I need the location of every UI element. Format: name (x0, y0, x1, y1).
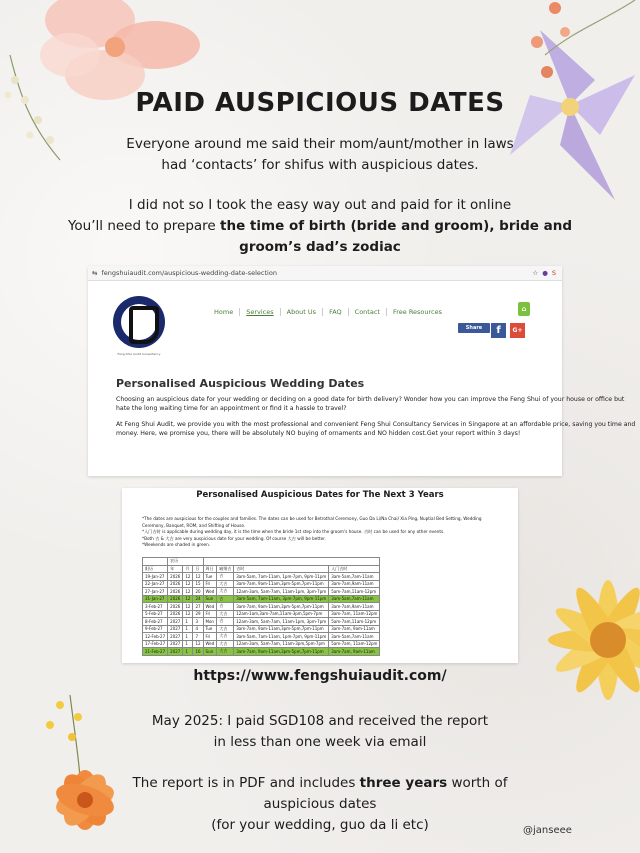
orange-berries-decoration (525, 0, 640, 80)
table-cell: 2027 (168, 640, 183, 648)
table-cell: Sun (203, 648, 217, 656)
table-cell: 2026 (168, 580, 183, 588)
table-cell: 12am-3am, 5am-7am, 11am-3pm,5pm-7pm (234, 640, 329, 648)
table-cell: 3am-5am,7am-11am (329, 595, 380, 603)
table-row (143, 633, 380, 641)
table-cell: 2026 (168, 610, 183, 618)
report-title: Personalised Auspicious Dates for The Next 3 Years (196, 490, 444, 500)
table-cell: 大吉 (217, 580, 234, 588)
pdf-info-line-1-pre: The report is in PDF and includes (132, 775, 360, 791)
table-cell: 3am-7am, 11am-12pm (329, 610, 380, 618)
table-cell: Sun (203, 595, 217, 603)
page-title: PAID AUSPICIOUS DATES (135, 88, 505, 118)
table-cell: 3am-7am, 9am-11am,3pm-5pm,7pm-11pm (234, 625, 329, 633)
table-cell: 21-Feb-27 (143, 648, 168, 656)
report-info (60, 711, 580, 753)
table-cell: 12 (183, 595, 193, 603)
table-cell: 大吉 (217, 610, 234, 618)
method-text (60, 195, 580, 258)
table-row (143, 595, 380, 603)
table-header-cell: 吉时 (234, 565, 329, 573)
nav-free-resources[interactable]: Free Resources (392, 308, 443, 316)
report-line-2: in less than one week via email (213, 734, 427, 750)
table-cell: 31-Jan-27 (143, 595, 168, 603)
website-screenshot (88, 266, 636, 476)
table-row (143, 610, 380, 618)
google-plus-icon[interactable] (510, 323, 525, 338)
auspicious-dates-table (142, 557, 380, 656)
table-header-cell: 月 (183, 565, 193, 573)
table-cell: 5am-7am, 11am-12pm (329, 640, 380, 648)
table-cell: 吉 (217, 595, 234, 603)
nav-about-us[interactable]: About Us (281, 308, 323, 316)
pdf-info-line-3: (for your wedding, guo da li etc) (211, 817, 429, 833)
table-cell: 3am-7am,9am-11am (329, 580, 380, 588)
table-group-header-row (143, 558, 380, 566)
table-cell: Fri (203, 580, 217, 588)
table-cell: 大吉 (217, 633, 234, 641)
pdf-info-line-1-bold: three years (359, 775, 448, 791)
table-row (143, 640, 380, 648)
nav-home[interactable]: Home (208, 308, 240, 316)
google-plus-icon-label: G+ (512, 327, 523, 334)
table-cell: 1 (183, 648, 193, 656)
table-header-cell: 入门吉时 (329, 565, 380, 573)
table-cell: 4 (193, 625, 203, 633)
table-cell: 15 (193, 580, 203, 588)
website-paragraph-2: At Feng Shui Audit, we provide you with the most professional and convenient Feng Shui Consultancy Services in Singapore at an affordable price, saving you time and money. Here, we promise you, there will be absolutely NO buying of ornaments and NO hidden cost.Get your report within 3 days! (116, 421, 636, 437)
table-cell: 24 (193, 595, 203, 603)
report-note: *入门吉时 is applicable during wedding day, it is the time when the bride 1st step into the groom's house. 吉时 can be used for any other events. (142, 529, 445, 534)
table-cell: 19-Jan-27 (143, 573, 168, 581)
table-cell: 2026 (168, 603, 183, 611)
table-header-cell: 年 (168, 565, 183, 573)
table-header-row (143, 565, 380, 573)
table-cell: Fri (203, 610, 217, 618)
table-cell: 16 (193, 648, 203, 656)
table-cell: 12-Feb-27 (143, 633, 168, 641)
table-cell: 12 (183, 580, 193, 588)
table-group-header-empty (203, 558, 380, 566)
facebook-share-button[interactable] (458, 323, 490, 333)
table-cell: 3am-5am, 7am-11am, 1pm-7pm, 9pm-11pm (234, 633, 329, 641)
table-cell: 3am-5am,7am-11am (329, 573, 380, 581)
table-cell: Fri (203, 633, 217, 641)
table-cell: 29 (193, 610, 203, 618)
table-cell: 12 (183, 610, 193, 618)
table-cell: 1 (183, 640, 193, 648)
site-navigation (208, 308, 448, 316)
table-cell: 3am-5am, 7am-11am, 3pm-7pm, 9pm-11pm (234, 595, 329, 603)
table-row (143, 580, 380, 588)
intro-line-1: Everyone around me said their mom/aunt/mother in laws (126, 136, 514, 152)
table-cell: 2027 (168, 648, 183, 656)
table-cell: 12am-3am, 5am-7am, 11am-1pm, 3pm-7pm (234, 618, 329, 626)
table-cell: 3am-5am, 7am-11am, 1pm-7pm, 9pm-11pm (234, 573, 329, 581)
table-cell: 22-Jan-27 (143, 580, 168, 588)
table-cell: 大吉 (217, 648, 234, 656)
table-cell: Wed (203, 603, 217, 611)
extension-icon[interactable]: ● (542, 269, 548, 277)
table-cell: 20 (193, 588, 203, 596)
table-cell: 12 (183, 588, 193, 596)
table-cell: 3am-7am, 9am-11am,3pm-5pm,7pm-11pm (234, 648, 329, 656)
table-cell: 1 (183, 633, 193, 641)
table-cell: 5-Feb-27 (143, 610, 168, 618)
table-cell: 吉 (217, 573, 234, 581)
report-note: *Both 吉 & 大吉 are very auspicious date for your wedding. Of course 大吉 will be better. (142, 535, 326, 541)
table-cell: Wed (203, 640, 217, 648)
table-cell: 12 (183, 573, 193, 581)
table-group-header-empty (143, 558, 168, 566)
pdf-info (60, 773, 580, 836)
table-body (143, 573, 380, 656)
report-notes (142, 516, 502, 549)
method-line-2-prefix: You’ll need to prepare (67, 218, 221, 234)
table-cell: 3am-7am, 9am-11am,3pm-5pm,7pm-11pm (234, 603, 329, 611)
pdf-info-line-1-post: worth of (447, 775, 508, 791)
table-cell: 2027 (168, 625, 183, 633)
intro-text (60, 134, 580, 176)
table-cell: 9-Feb-27 (143, 625, 168, 633)
report-screenshot (122, 488, 518, 663)
table-header-cell: 阳历 (143, 565, 168, 573)
facebook-icon-label: f (496, 325, 501, 336)
table-cell: Tue (203, 573, 217, 581)
table-cell: 1 (183, 618, 193, 626)
table-cell: 1 (183, 625, 193, 633)
table-cell: 2026 (168, 588, 183, 596)
pdf-info-line-1 (60, 773, 580, 794)
table-cell: 3 (193, 618, 203, 626)
table-cell: 2026 (168, 573, 183, 581)
report-note: *The dates are auspicious for the couples and families. The dates can be used for Betrothal Ceremony, Guo Da Li/Na Chai/ Xia Ping, Nuptial Bed Setting, Wedding Ceremony, Banquet, ROM, and Shifting of House. (142, 516, 482, 528)
method-line-3 (60, 237, 580, 258)
method-line-1: I did not so I took the easy way out and paid for it online (128, 197, 512, 213)
table-cell: 3-Feb-27 (143, 603, 168, 611)
browser-url[interactable]: fengshuiaudit.com/auspicious-wedding-date-selection (101, 269, 277, 277)
table-cell: 27 (193, 603, 203, 611)
table-group-header: 农历 (168, 558, 203, 566)
table-cell: 12am-1am,3am-7am,11am-3pm,5pm-7pm (234, 610, 329, 618)
table-cell: 5am-7am,11am-12pm (329, 588, 380, 596)
table-row (143, 648, 380, 656)
table-cell: Mon (203, 618, 217, 626)
table-cell: 8-Feb-27 (143, 618, 168, 626)
table-cell: 2027 (168, 618, 183, 626)
table-row (143, 625, 380, 633)
method-line-2 (60, 216, 580, 237)
profile-icon[interactable]: S (551, 269, 556, 277)
table-cell: Tue (203, 625, 217, 633)
table-cell: 3am-7am, 9am-11am,3pm-5pm,7pm-11pm (234, 580, 329, 588)
feng-shui-audit-logo (113, 296, 165, 356)
table-cell: 12am-3am, 5am-7am, 11am-1pm, 3pm-7pm (234, 588, 329, 596)
nav-services[interactable]: Services (240, 308, 280, 316)
table-header-cell: 喻聚吉 (217, 565, 234, 573)
intro-line-2: had ‘contacts’ for shifus with auspicious dates. (161, 157, 479, 173)
table-cell: 大吉 (217, 640, 234, 648)
table-cell: 27-Jan-27 (143, 588, 168, 596)
table-row (143, 588, 380, 596)
table-cell: 3am-7am,9am-11am (329, 603, 380, 611)
pdf-info-line-2: auspicious dates (263, 796, 377, 812)
table-cell: 2027 (168, 633, 183, 641)
website-link[interactable]: https://www.fengshuiaudit.com/ (193, 668, 447, 684)
website-heading: Personalised Auspicious Wedding Dates (116, 377, 365, 390)
table-cell: 17-Feb-27 (143, 640, 168, 648)
table-cell: 吉 (217, 618, 234, 626)
browser-url-bar[interactable] (88, 266, 562, 281)
table-header-cell: 周日 (203, 565, 217, 573)
cart-icon[interactable]: ⌂ (518, 302, 530, 316)
table-cell: 大吉 (217, 625, 234, 633)
table-cell: 12 (183, 603, 193, 611)
method-line-2-bold: the time of birth (bride and groom), bride and (220, 218, 573, 234)
table-row (143, 603, 380, 611)
table-cell: 3am-7am, 9am-11am (329, 625, 380, 633)
table-cell: 大吉 (217, 588, 234, 596)
report-line-1: May 2025: I paid SGD108 and received the report (151, 713, 489, 729)
table-row (143, 618, 380, 626)
website-paragraph-1: Choosing an auspicious date for your wedding or deciding on a good date for birth delivery? Wonder how you can improve the Feng Shui of your house or office but hate the long waiting time for an appointment or find it a hassle to travel? (116, 396, 625, 412)
table-cell: 2026 (168, 595, 183, 603)
share-label: Share (465, 325, 483, 331)
nav-contact[interactable]: Contact (349, 308, 387, 316)
table-cell: 3am-7am, 9am-11am (329, 648, 380, 656)
nav-faq[interactable]: FAQ (323, 308, 349, 316)
table-cell: 吉 (217, 603, 234, 611)
bookmark-star-icon[interactable]: ☆ (532, 269, 539, 277)
report-note: *Weekends are shaded in green. (142, 542, 211, 547)
logo-caption: Feng Shui Audit Consultancy (117, 352, 161, 356)
facebook-icon[interactable] (491, 323, 506, 338)
table-cell: Wed (203, 588, 217, 596)
table-cell: 12 (193, 573, 203, 581)
table-cell: 12 (193, 640, 203, 648)
table-cell: 3am-5am,7am-11am (329, 633, 380, 641)
method-line-3-bold: groom’s dad’s zodiac (239, 239, 401, 255)
author-credit: @janseee (523, 825, 572, 836)
table-cell: 7 (193, 633, 203, 641)
table-cell: 5am-7am,11am-12pm (329, 618, 380, 626)
table-row (143, 573, 380, 581)
table-header-cell: 日 (193, 565, 203, 573)
site-info-icon[interactable]: ⇆ (92, 269, 98, 277)
